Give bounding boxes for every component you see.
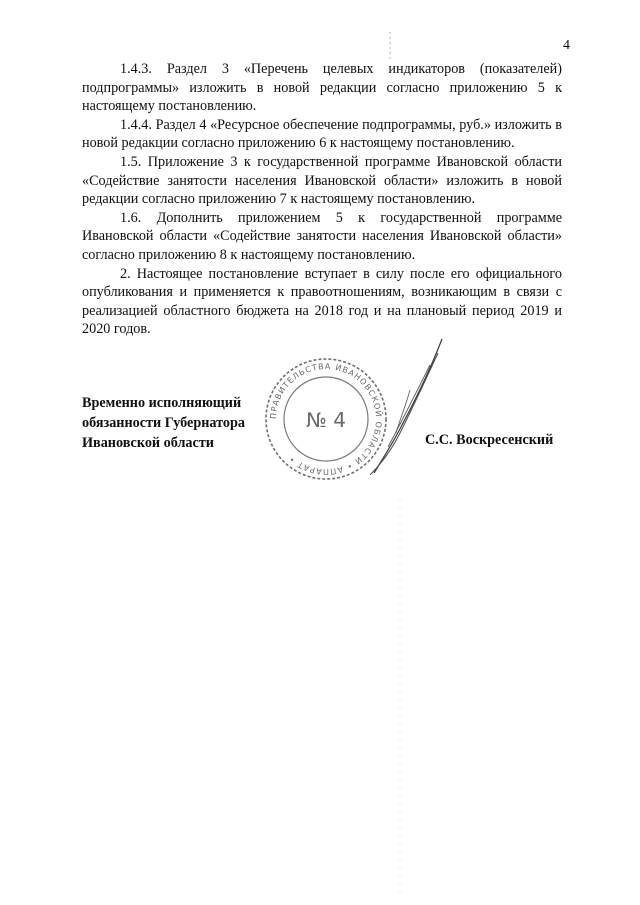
scan-artifact-line <box>388 32 392 62</box>
page-number: 4 <box>563 38 570 53</box>
seal-center-text: № 4 <box>306 408 346 432</box>
signatory-title-line: Ивановской области <box>82 435 214 451</box>
signatory-title-line: обязанности Губернатора <box>82 415 245 431</box>
signatory-title <box>82 393 245 453</box>
paragraph-1-4-4: 1.4.4. Раздел 4 «Ресурсное обеспечение подпрограммы, руб.» изложить в новой редакции согласно приложению 6 к настоящему постановлению. <box>82 116 562 152</box>
scan-artifact-line <box>398 500 402 900</box>
paragraph-1-5: 1.5. Приложение 3 к государственной программе Ивановской области «Содействие занятости населения Ивановской области» изложить в новой редакции согласно приложению 7 к настоящему постановлению. <box>82 153 562 208</box>
seal-ring-text: ПРАВИТЕЛЬСТВА ИВАНОВСКОЙ ОБЛАСТИ • АППАРАТ • <box>268 361 384 477</box>
signatory-name: С.С. Воскресенский <box>425 432 554 448</box>
paragraph-2: 2. Настоящее постановление вступает в силу после его официального опубликования и применяется к правоотношениям, возникающим в связи с реализацией областного бюджета на 2018 год и на плановый период 2019 и 2020 годов. <box>82 265 562 338</box>
document-body <box>82 60 562 339</box>
handwritten-signature <box>360 335 450 475</box>
signatory-title-line: Временно исполняющий <box>82 395 242 411</box>
paragraph-1-4-3: 1.4.3. Раздел 3 «Перечень целевых индикаторов (показателей) подпрограммы» изложить в новой редакции согласно приложению 5 к настоящему постановлению. <box>82 61 562 115</box>
paragraph-1-6: 1.6. Дополнить приложением 5 к государственной программе Ивановской области «Содействие занятости населения Ивановской области» согласно приложению 8 к настоящему постановлению. <box>82 209 562 263</box>
